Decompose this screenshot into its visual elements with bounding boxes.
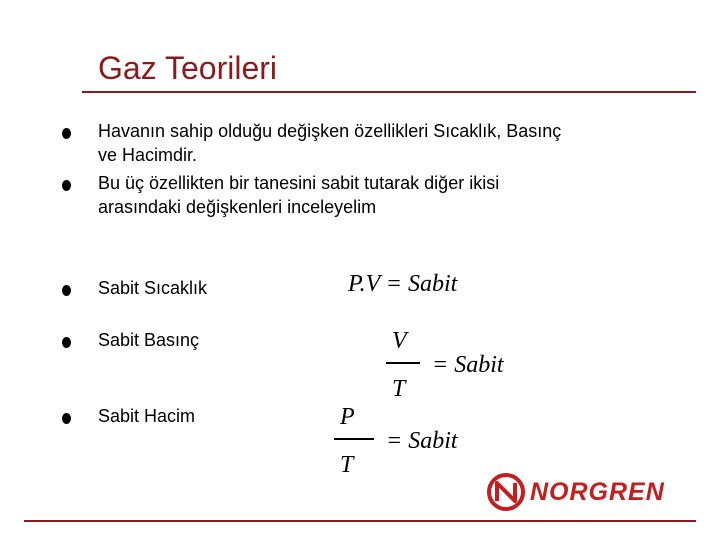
slide-title: Gaz Teorileri [98, 50, 278, 86]
formula-charles-rhs: = Sabit [432, 352, 504, 378]
formula-gay-lussac-fraction-bar [334, 438, 374, 440]
bullet-dot-2 [62, 180, 71, 191]
norgren-logo-icon [486, 472, 526, 512]
bullet-sabit-basinc: Sabit Basınç [98, 330, 200, 350]
bullet-sabit-sicaklik: Sabit Sıcaklık [98, 278, 208, 298]
bullet-sabit-hacim: Sabit Hacim [98, 406, 196, 426]
title-divider [82, 91, 696, 93]
formula-charles-denominator: T [392, 376, 406, 402]
bullet-dot-1 [62, 128, 71, 139]
bullet-dot-5 [62, 413, 71, 424]
formula-gay-lussac-denominator: T [340, 452, 354, 478]
bullet-2-line-2: arasındaki değişkenleri inceleyelim [98, 197, 377, 217]
bullet-dot-4 [62, 337, 71, 348]
bullet-1-line-2: ve Hacimdir. [98, 145, 198, 165]
footer-divider [24, 520, 696, 522]
formula-gay-lussac-numerator: P [340, 404, 355, 430]
norgren-logo [486, 472, 696, 512]
formula-boyle: P.V = Sabit [348, 271, 458, 297]
bullet-1-line-1: Havanın sahip olduğu değişken özellikleri Sıcaklık, Basınç [98, 121, 562, 141]
formula-charles-fraction-bar [386, 362, 420, 364]
formula-charles-numerator: V [392, 328, 407, 354]
bullet-dot-3 [62, 285, 71, 296]
norgren-logo-text: NORGREN [530, 478, 665, 506]
bullet-2-line-1: Bu üç özellikten bir tanesini sabit tutarak diğer ikisi [98, 173, 500, 193]
formula-gay-lussac-rhs: = Sabit [386, 428, 458, 454]
